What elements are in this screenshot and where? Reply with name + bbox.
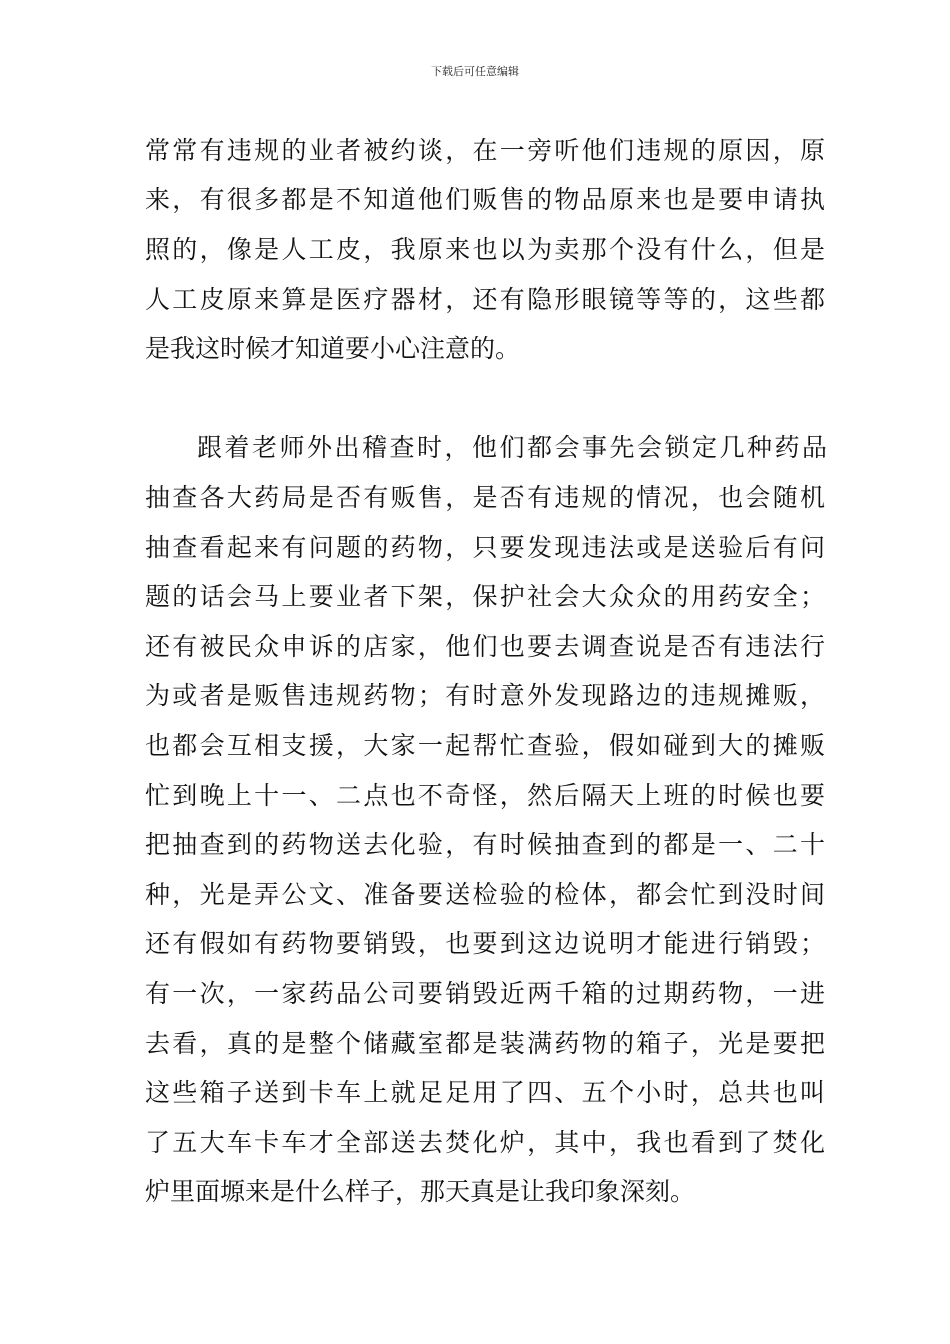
paragraph-line: 这些箱子送到卡车上就足足用了四、五个小时，总共也叫	[145, 1078, 825, 1107]
paragraph-line: 为或者是贩售违规药物；有时意外发现路边的违规摊贩，	[145, 681, 825, 710]
paragraph-line: 常常有违规的业者被约谈，在一旁听他们违规的原因，原	[145, 136, 825, 165]
paragraph-line: 抽查看起来有问题的药物，只要发现违法或是送验后有问	[145, 533, 825, 562]
paragraph-line: 抽查各大药局是否有贩售，是否有违规的情况，也会随机	[145, 483, 825, 512]
paragraph-line: 也都会互相支援，大家一起帮忙查验，假如碰到大的摊贩	[145, 731, 825, 760]
paragraph-line: 还有被民众申诉的店家，他们也要去调查说是否有违法行	[145, 632, 825, 661]
paragraph-line: 忙到晚上十一、二点也不奇怪，然后隔天上班的时候也要	[145, 781, 825, 810]
paragraph-line: 了五大车卡车才全部送去焚化炉，其中，我也看到了焚化	[145, 1128, 825, 1157]
paragraph-line: 跟着老师外出稽查时，他们都会事先会锁定几种药品	[197, 433, 827, 462]
paragraph-line: 去看，真的是整个储藏室都是装满药物的箱子，光是要把	[145, 1029, 825, 1058]
paragraph-line: 炉里面塬来是什么样子，那天真是让我印象深刻。	[145, 1177, 696, 1206]
paragraph-line: 还有假如有药物要销毁，也要到这边说明才能进行销毁；	[145, 929, 825, 958]
page-header: 下载后可任意编辑	[431, 65, 519, 78]
paragraph-line: 来，有很多都是不知道他们贩售的物品原来也是要申请执	[145, 185, 825, 214]
paragraph-line: 把抽查到的药物送去化验，有时候抽查到的都是一、二十	[145, 830, 825, 859]
paragraph-line: 题的话会马上要业者下架，保护社会大众众的用药安全；	[145, 582, 825, 611]
paragraph-line: 有一次，一家药品公司要销毁近两千箱的过期药物，一进	[145, 979, 825, 1008]
paragraph-line: 照的，像是人工皮，我原来也以为卖那个没有什么，但是	[145, 235, 825, 264]
paragraph-line: 是我这时候才知道要小心注意的。	[145, 334, 521, 363]
paragraph-line: 人工皮原来算是医疗器材，还有隐形眼镜等等的，这些都	[145, 285, 825, 314]
paragraph-line: 种，光是弄公文、准备要送检验的检体，都会忙到没时间	[145, 880, 825, 909]
